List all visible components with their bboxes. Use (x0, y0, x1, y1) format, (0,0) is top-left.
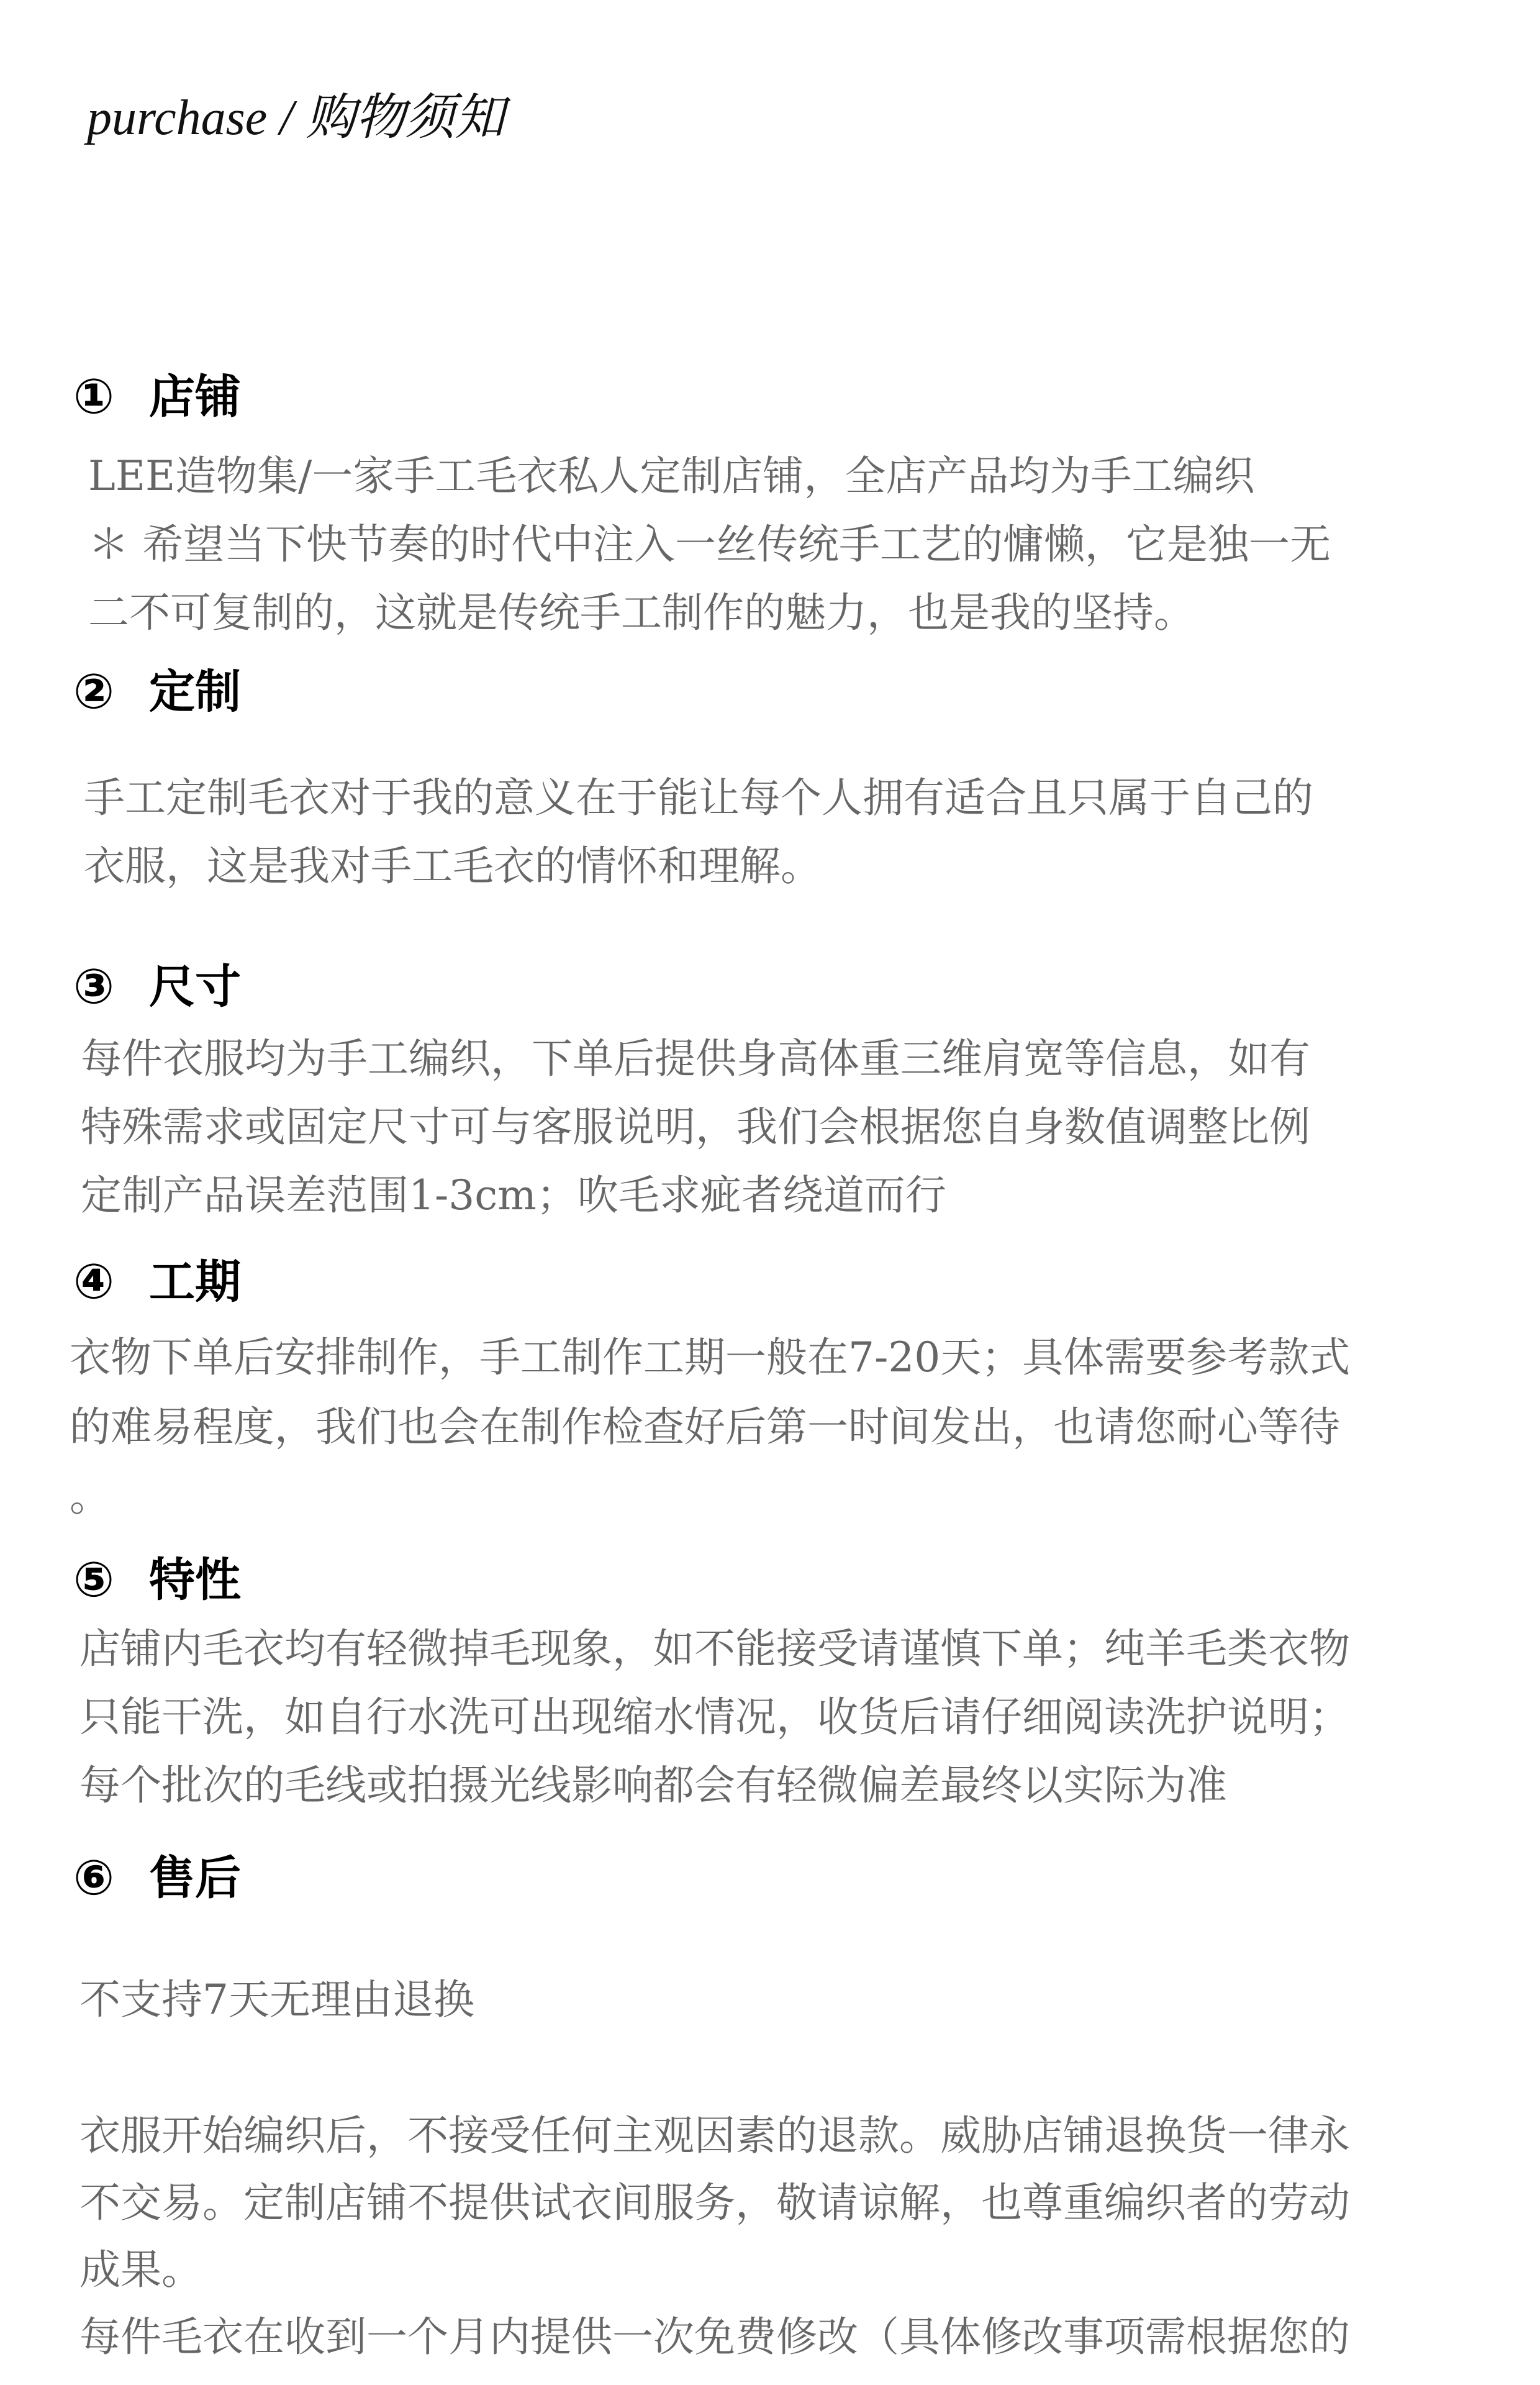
body-line: 只能干洗，如自行水洗可出现缩水情况，收货后请仔细阅读洗护说明； (79, 1693, 1350, 1741)
section-heading-size (73, 959, 241, 1015)
body-line: 每件毛衣在收到一个月内提供一次免费修改（具体修改事项需根据您的 (79, 2313, 1350, 2361)
body-line: ＊ 希望当下快节奏的时代中注入一丝传统手工艺的慵懒，它是独一无 (88, 520, 1331, 568)
section-number: ① (73, 369, 115, 425)
body-line: 衣服，这是我对手工毛衣的情怀和理解。 (84, 842, 822, 890)
page-title (87, 93, 505, 143)
body-line: 特殊需求或固定尺寸可与客服说明，我们会根据您自身数值调整比例 (81, 1103, 1310, 1151)
body-line: 的难易程度，我们也会在制作检查好后第一时间发出，也请您耐心等待 (70, 1403, 1340, 1451)
body-line: 成果。 (79, 2246, 202, 2294)
section-title: 售后 (149, 1851, 241, 1905)
body-line: 衣服开始编织后，不接受任何主观因素的退款。威胁店铺退换货一律永 (79, 2112, 1350, 2160)
section-body-size (81, 1025, 1310, 1230)
body-line: LEE造物集/一家手工毛衣私人定制店铺，全店产品均为手工编织 (88, 452, 1255, 500)
section-title: 定制 (149, 665, 241, 719)
section-body-shop (88, 442, 1331, 647)
page-title-cn: 购物须知 (306, 91, 505, 145)
section-heading-custom (73, 664, 241, 720)
section-heading-property (73, 1552, 241, 1608)
section-body-property (79, 1615, 1350, 1820)
body-line: 定制产品误差范围1-3cm；吹毛求疵者绕道而行 (81, 1171, 946, 1219)
section-title: 特性 (149, 1553, 241, 1607)
section-title: 工期 (149, 1255, 241, 1309)
body-line: 店铺内毛衣均有轻微掉毛现象，如不能接受请谨慎下单；纯羊毛类衣物 (79, 1625, 1350, 1673)
page-title-en: purchase / (87, 91, 306, 145)
body-line: 每件衣服均为手工编织，下单后提供身高体重三维肩宽等信息，如有 (81, 1035, 1310, 1083)
body-line: 每个批次的毛线或拍摄光线影响都会有轻微偏差最终以实际为准 (79, 1761, 1227, 1809)
section-number: ⑤ (73, 1552, 115, 1608)
section-number: ② (73, 664, 115, 720)
section-heading-schedule (73, 1254, 241, 1310)
body-line: 二不可复制的，这就是传统手工制作的魅力，也是我的坚持。 (88, 589, 1195, 637)
section-body-custom (84, 764, 1313, 901)
section-body-aftersale (79, 2102, 1350, 2371)
section-number: ③ (73, 959, 115, 1015)
body-line: 不支持7天无理由退换 (79, 1976, 474, 2024)
section-intro-aftersale (79, 1966, 474, 2034)
section-body-schedule (70, 1323, 1350, 1532)
section-number: ⑥ (73, 1850, 115, 1906)
section-title: 尺寸 (149, 960, 241, 1014)
section-title: 店铺 (149, 370, 241, 424)
section-heading-shop (73, 369, 241, 425)
section-heading-aftersale (73, 1850, 241, 1906)
body-line: 衣物下单后安排制作，手工制作工期一般在7-20天；具体需要参考款式 (70, 1333, 1351, 1381)
body-line: 手工定制毛衣对于我的意义在于能让每个人拥有适合且只属于自己的 (84, 774, 1313, 822)
body-line: 不交易。定制店铺不提供试衣间服务，敬请谅解，也尊重编织者的劳动 (79, 2179, 1350, 2227)
section-number: ④ (73, 1254, 115, 1310)
body-line: 。 (70, 1473, 111, 1520)
